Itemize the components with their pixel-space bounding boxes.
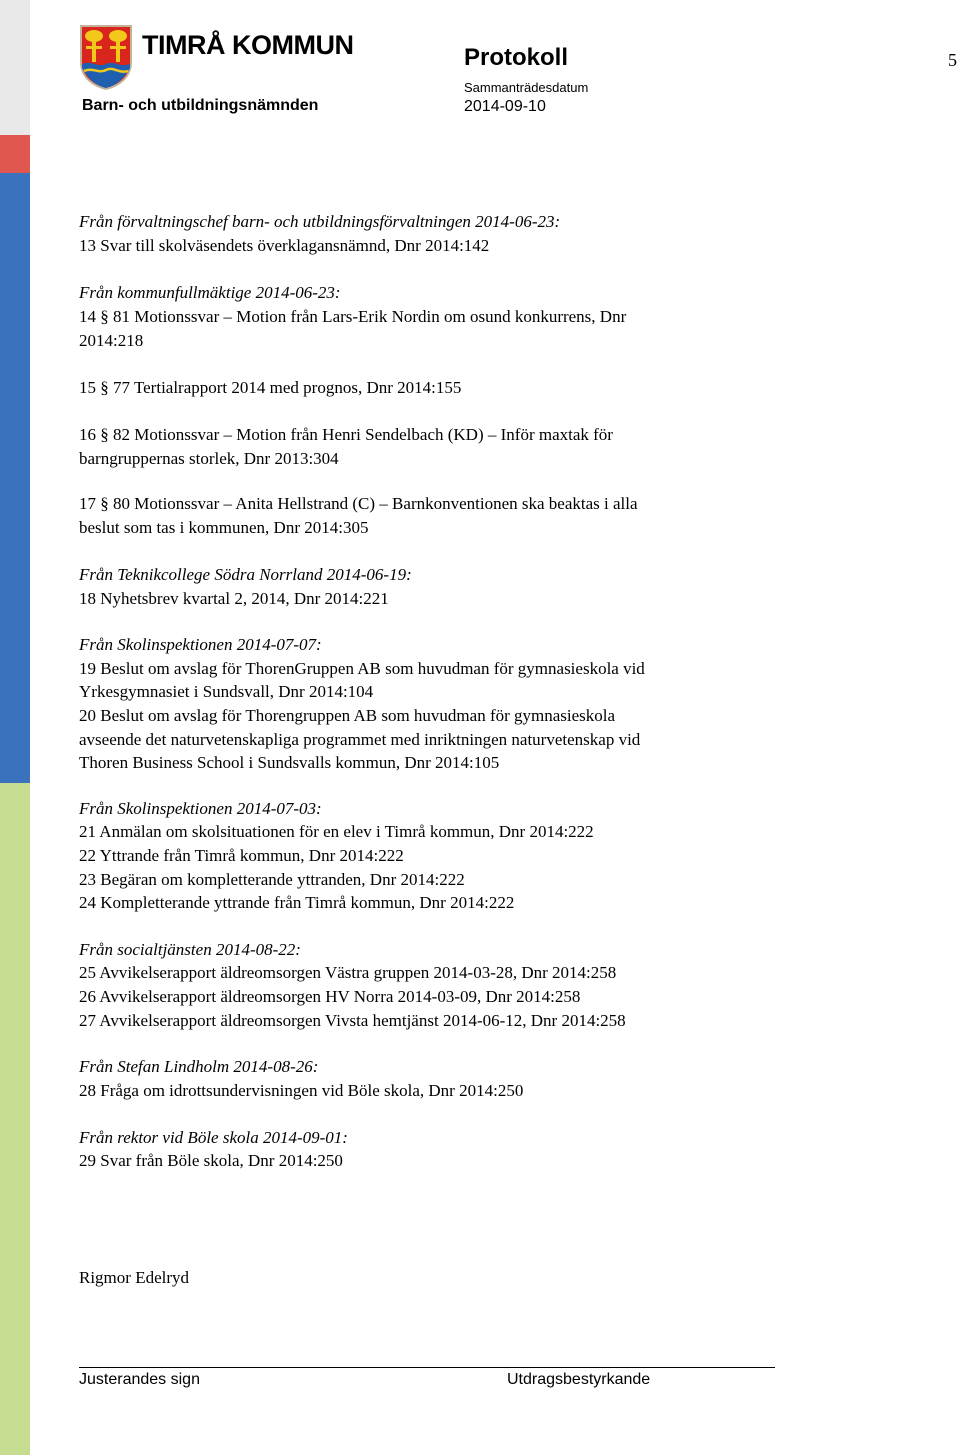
list-item: 29 Svar från Böle skola, Dnr 2014:250 xyxy=(79,1151,343,1170)
list-item: 28 Fråga om idrottsundervisningen vid Böle skola, Dnr 2014:250 xyxy=(79,1081,524,1100)
list-item: 17 § 80 Motionssvar – Anita Hellstrand (C) – Barnkonventionen ska beaktas i alla xyxy=(79,494,638,513)
list-item: avseende det naturvetenskapliga programmet med inriktningen naturvetenskap vid xyxy=(79,730,641,749)
section-heading: Från Skolinspektionen 2014-07-03: xyxy=(79,799,322,818)
list-item: 20 Beslut om avslag för Thorengruppen AB som huvudman för gymnasieskola xyxy=(79,706,616,725)
section-heading: Från förvaltningschef barn- och utbildningsförvaltningen 2014-06-23: xyxy=(79,212,561,231)
footer-sign-label: Justerandes sign xyxy=(79,1371,200,1388)
side-stripe-red xyxy=(0,135,30,173)
list-item: 15 § 77 Tertialrapport 2014 med prognos, Dnr 2014:155 xyxy=(79,378,462,397)
list-item: Thoren Business School i Sundsvalls kommun, Dnr 2014:105 xyxy=(79,753,500,772)
section-heading: Från socialtjänsten 2014-08-22: xyxy=(79,940,301,959)
side-stripe-grey xyxy=(0,0,30,135)
list-item: 23 Begäran om kompletterande yttranden, Dnr 2014:222 xyxy=(79,870,465,889)
list-item: 24 Kompletterande yttrande från Timrå kommun, Dnr 2014:222 xyxy=(79,893,515,912)
side-stripe-blue xyxy=(0,173,30,783)
municipality-logo-icon xyxy=(78,24,134,90)
footer-divider xyxy=(79,1367,775,1368)
section-heading: Från Stefan Lindholm 2014-08-26: xyxy=(79,1057,319,1076)
section-heading: Från Skolinspektionen 2014-07-07: xyxy=(79,635,322,654)
list-item: 13 Svar till skolväsendets överklagansnämnd, Dnr 2014:142 xyxy=(79,236,490,255)
list-item: 14 § 81 Motionssvar – Motion från Lars-Erik Nordin om osund konkurrens, Dnr xyxy=(79,307,627,326)
list-item: barngruppernas storlek, Dnr 2013:304 xyxy=(79,449,339,468)
list-item: 26 Avvikelserapport äldreomsorgen HV Norra 2014-03-09, Dnr 2014:258 xyxy=(79,987,581,1006)
list-item: beslut som tas i kommunen, Dnr 2014:305 xyxy=(79,518,369,537)
list-item: 22 Yttrande från Timrå kommun, Dnr 2014:222 xyxy=(79,846,404,865)
list-item: 18 Nyhetsbrev kvartal 2, 2014, Dnr 2014:221 xyxy=(79,589,389,608)
list-item: 25 Avvikelserapport äldreomsorgen Västra gruppen 2014-03-28, Dnr 2014:258 xyxy=(79,963,617,982)
page-number: 5 xyxy=(948,50,957,70)
section-heading: Från rektor vid Böle skola 2014-09-01: xyxy=(79,1128,348,1147)
footer-extract-label: Utdragsbestyrkande xyxy=(507,1371,651,1388)
list-item: 27 Avvikelserapport äldreomsorgen Vivsta hemtjänst 2014-06-12, Dnr 2014:258 xyxy=(79,1011,626,1030)
list-item: 19 Beslut om avslag för ThorenGruppen AB som huvudman för gymnasieskola vid xyxy=(79,659,645,678)
signatory-name: Rigmor Edelryd xyxy=(79,1268,190,1287)
side-stripe-green xyxy=(0,783,30,1455)
brand-name: TIMRÅ KOMMUN xyxy=(142,30,354,60)
date-label: Sammanträdesdatum xyxy=(464,80,589,95)
section-heading: Från Teknikcollege Södra Norrland 2014-06-19: xyxy=(79,565,412,584)
date-value: 2014-09-10 xyxy=(464,98,546,115)
committee-name: Barn- och utbildningsnämnden xyxy=(82,97,319,114)
section-heading: Från kommunfullmäktige 2014-06-23: xyxy=(79,283,341,302)
list-item: 2014:218 xyxy=(79,331,144,350)
list-item: Yrkesgymnasiet i Sundsvall, Dnr 2014:104 xyxy=(79,682,374,701)
document-title: Protokoll xyxy=(464,44,569,71)
list-item: 16 § 82 Motionssvar – Motion från Henri Sendelbach (KD) – Inför maxtak för xyxy=(79,425,613,444)
list-item: 21 Anmälan om skolsituationen för en elev i Timrå kommun, Dnr 2014:222 xyxy=(79,822,594,841)
